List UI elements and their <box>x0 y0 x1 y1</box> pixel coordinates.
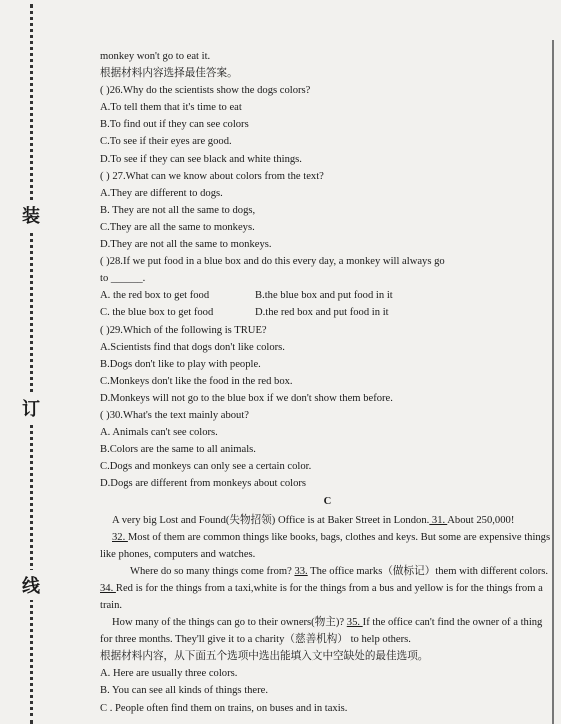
q30-option-b: B.Colors are the same to all animals. <box>100 444 256 456</box>
binding-margin <box>0 0 70 724</box>
question-27: ( ) 27.What can we know about colors from the text? <box>100 170 324 182</box>
question-30: ( )30.What's the text mainly about? <box>100 409 250 421</box>
lead-line: monkey won't go to eat it. <box>100 51 211 62</box>
instruction-1: 根据材料内容选择最佳答案。 <box>100 68 238 80</box>
question-29: ( )29.Which of the following is TRUE? <box>100 324 267 336</box>
choice-a: A. Here are usually three colors. <box>100 668 238 680</box>
section-c-heading: C <box>323 496 332 508</box>
q28-options-row-2 <box>100 304 555 321</box>
choice-c: C . People often find them on trains, on buses and in taxis. <box>100 702 348 714</box>
q28-options-row-1 <box>100 287 555 304</box>
passage-para-1: A very big Lost and Found(失物招领) Office is at Baker Street in London. 31. About 250,000! <box>112 514 515 526</box>
passage-para-3: Where do so many things come from? 33. The office marks（做标记）them with different colors. 34. Red is for the things from a taxi,white is for the things from a bus and yellow is for the things from a train. <box>100 565 549 611</box>
choice-b: B. You can see all kinds of things there. <box>100 685 269 697</box>
question-26: ( )26.Why do the scientists show the dogs colors? <box>100 85 311 97</box>
passage-para-2: 32. Most of them are common things like books, bags, clothes and keys. But some are expensive things like phones, computers and watches. <box>100 531 551 560</box>
q29-option-c: C.Monkeys don't like the food in the red box. <box>100 375 293 387</box>
q27-option-c: C.They are all the same to monkeys. <box>100 221 255 233</box>
blank-33[interactable]: 33. <box>294 565 308 577</box>
q30-option-a: A. Animals can't see colors. <box>100 427 218 439</box>
q29-option-d: D.Monkeys will not go to the blue box if we don't show them before. <box>100 392 393 404</box>
passage-para-4: How many of the things can go to their owners(物主)? 35. If the office can't find the owner of a thing for three months. They'll give it to a charity（慈善机构） to help others. <box>100 617 543 646</box>
binding-char-middle: 订 <box>22 393 40 423</box>
q26-option-a: A.To tell them that it's time to eat <box>100 102 242 114</box>
blank-34[interactable]: 34. <box>100 582 116 594</box>
q27-option-a: A.They are different to dogs. <box>100 187 223 199</box>
q27-option-d: D.They are not all the same to monkeys. <box>100 239 272 251</box>
instruction-2: 根据材料内容，从下面五个选项中选出能填入文中空缺处的最佳选项。 <box>100 651 429 663</box>
q30-option-c: C.Dogs and monkeys can only see a certain color. <box>100 461 312 473</box>
q28-option-a: A. the red box to get food <box>100 290 210 302</box>
blank-35[interactable]: 35. <box>346 617 363 629</box>
q26-option-d: D.To see if they can see black and white things. <box>100 153 302 165</box>
q29-option-a: A.Scientists find that dogs don't like colors. <box>100 341 285 353</box>
q27-option-b: B. They are not all the same to dogs, <box>100 204 256 216</box>
question-28-cont: to ______. <box>100 273 146 285</box>
q26-option-b: B.To find out if they can see colors <box>100 119 249 131</box>
question-28: ( )28.If we put food in a blue box and do this every day, a monkey will always go <box>100 256 445 268</box>
q26-option-c: C.To see if their eyes are good. <box>100 136 232 148</box>
q28-option-c: C. the blue box to get food <box>100 307 214 319</box>
q29-option-b: B.Dogs don't like to play with people. <box>100 358 261 370</box>
blank-32[interactable]: 32. <box>112 531 128 543</box>
binding-dotted-line <box>30 4 33 724</box>
binding-char-bottom: 线 <box>22 570 40 600</box>
exam-content <box>100 48 555 717</box>
blank-31[interactable]: 31. <box>429 514 448 526</box>
q30-option-d: D.Dogs are different from monkeys about colors <box>100 478 307 490</box>
q28-option-b: B.the blue box and put food in it <box>255 290 393 302</box>
q28-option-d: D.the red box and put food in it <box>255 307 389 319</box>
binding-char-top: 装 <box>22 200 40 230</box>
